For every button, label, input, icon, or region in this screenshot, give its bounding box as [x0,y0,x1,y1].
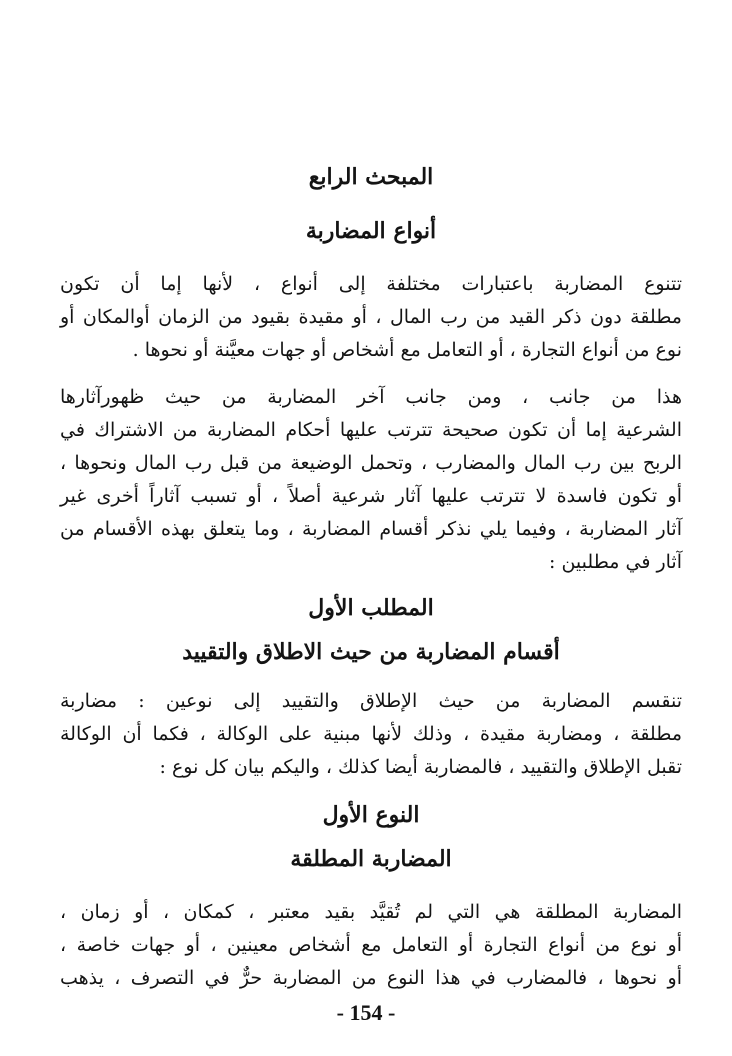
page-number: - 154 - [336,1000,396,1025]
text-line: نوع من أنواع التجارة ، أو التعامل مع أشخاص أو جهات معيَّنة أو نحوها . [132,339,682,361]
section-subtitle: أنواع المضاربة [305,218,437,244]
text-line: الربح بين رب المال والمضارب ، وتحمل الوضيعة من قبل رب المال ونحوها ، [60,452,682,474]
text-line: تتنوع المضاربة باعتبارات مختلفة إلى أنواع ، لأنها إما أن تكون [60,273,682,295]
mutlaqa-paragraph [60,896,682,995]
naw-title: النوع الأول [322,802,420,828]
text-line: مطلقة ، ومضاربة مقيدة ، وذلك لأنها مبنية على الوكالة ، فكما أن الوكالة [60,723,682,745]
second-paragraph [60,381,682,579]
intro-paragraph [60,268,682,367]
naw-subtitle: المضاربة المطلقة [290,846,452,872]
section-title: المبحث الرابع [308,164,434,190]
matlab-paragraph [60,685,682,784]
text-line: آثار المضاربة ، وفيما يلي نذكر أقسام المضاربة ، وما يتعلق بهذه الأقسام من [60,518,682,540]
text-line: أو نحوها ، فالمضارب في هذا النوع من المضاربة حرٌّ في التصرف ، يذهب [60,967,682,989]
text-line: أو نوع من أنواع التجارة أو التعامل مع أشخاص معينين ، أو جهات خاصة ، [60,934,682,956]
text-line: تنقسم المضاربة من حيث الإطلاق والتقييد إلى نوعين : مضاربة [60,690,682,712]
text-line: مطلقة دون ذكر القيد من رب المال ، أو مقيدة بقيود من الزمان أوالمكان أو [60,306,682,328]
text-line: المضاربة المطلقة هي التي لم تُقيَّد بقيد معتبر ، كمكان ، أو زمان ، [60,901,682,923]
text-line: تقبل الإطلاق والتقييد ، فالمضاربة أيضا كذلك ، واليكم بيان كل نوع : [159,756,682,778]
text-line: أو تكون فاسدة لا تترتب عليها آثار شرعية أصلاً ، أو تسبب آثاراً أخرى غير [60,485,682,507]
matlab-title: المطلب الأول [308,595,434,621]
book-page [60,150,682,995]
matlab-subtitle: أقسام المضاربة من حيث الاطلاق والتقييد [182,639,560,665]
text-line: الشرعية إما أن تكون صحيحة تترتب عليها أحكام المضاربة من الاشتراك في [60,419,682,441]
text-line: آثار في مطلبين : [549,551,682,573]
text-line: هذا من جانب ، ومن جانب آخر المضاربة من حيث ظهورآثارها [60,386,682,408]
